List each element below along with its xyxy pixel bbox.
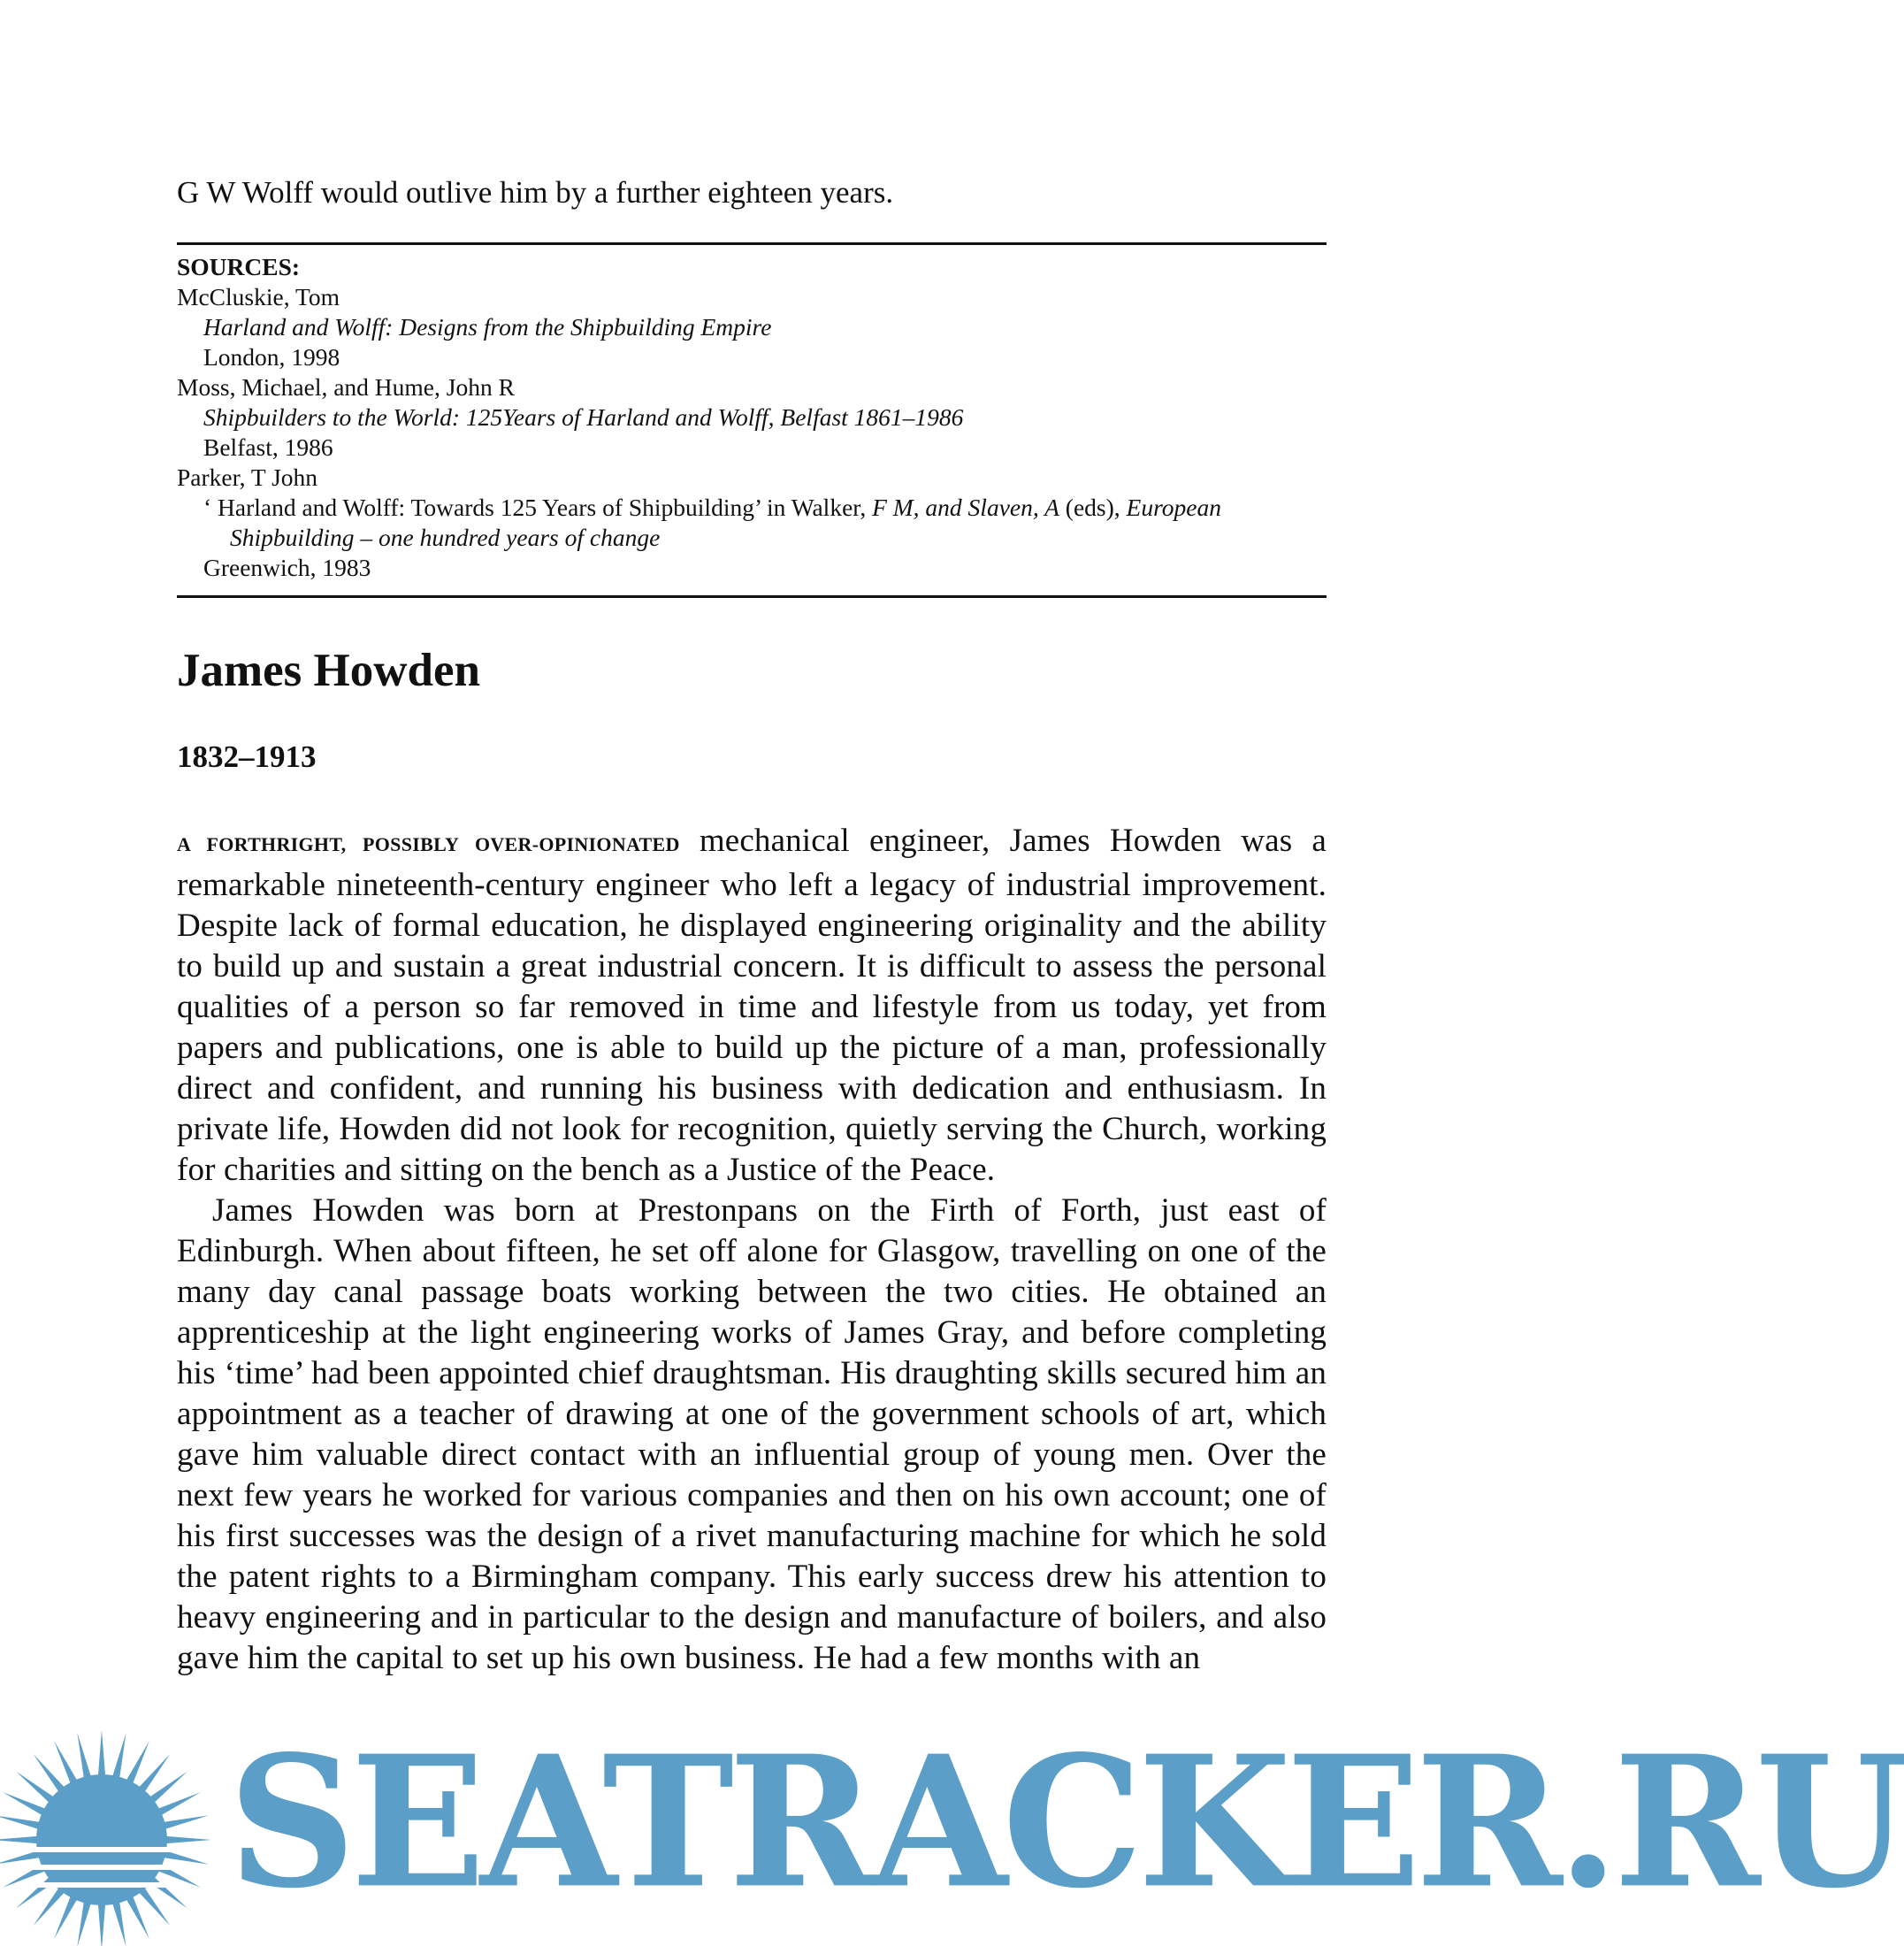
sun-ray: [0, 1850, 42, 1864]
sources-block: [177, 245, 1327, 595]
sun-ray: [0, 1815, 42, 1829]
sun-ray: [148, 1875, 187, 1908]
sun-ray: [125, 1894, 149, 1939]
source-author: Parker, T John: [177, 464, 318, 491]
source-reference: [177, 493, 1327, 553]
sun-ray: [98, 1902, 106, 1946]
source-title: Harland and Wolff: Designs from the Shipbuilding Empire: [203, 313, 772, 341]
sun-ray: [77, 1899, 91, 1946]
source-place: London, 1998: [203, 343, 340, 371]
paragraph-text: mechanical engineer, James Howden was a remarkable nineteenth-century engineer who left a legacy of industrial improvement. Despite lack of formal education, he displayed engineering originality and the ability to build up and sustain a great industrial concern. It is difficult to assess the personal qualities of a person so far removed in time and lifestyle from us today, yet from papers and publications, one is able to build up the picture of a man, professionally direct and confident, and running his business with dedication and enthusiasm. In private life, Howden did not look for recognition, quietly serving the Church, working for charities and sitting on the bench as a Justice of the Peace.: [177, 823, 1327, 1188]
body-paragraph: James Howden was born at Prestonpans on the Firth of Forth, just east of Edinburgh. When about fifteen, he set off alone for Glasgow, travelling on one of the many day canal passage boats working between the two cities. He obtained an apprenticeship at the light engineering works of James Gray, and before completing his ‘time’ had been appointed chief draughtsman. His draughting skills secured him an appointment as a teacher of drawing at one of the government schools of art, which gave him valuable direct contact with an influential group of young men. Over the next few years he worked for various companies and then on his own account; one of his first successes was the design of a rivet manufacturing machine for which he sold the patent rights to a Birmingham company. This early success drew his attention to heavy engineering and in particular to the design and manufacture of boilers, and also gave him the capital to set up his own business. He had a few months with an: [177, 1192, 1327, 1676]
sun-ray: [54, 1741, 78, 1786]
sun-ray: [34, 1754, 66, 1794]
article-title: James Howden: [177, 645, 481, 696]
body-paragraph: [177, 821, 1327, 1191]
watermark-text: SEATRACKER.RU: [228, 1716, 1904, 1929]
sun-ray: [0, 1836, 40, 1844]
sun-ray: [111, 1899, 126, 1946]
source-title: Shipbuilders to the World: 125Years of Harland and Wolff, Belfast 1861–1986: [203, 403, 964, 431]
sun-ray: [111, 1733, 126, 1781]
sun-ray: [16, 1772, 56, 1804]
sun-ray: [98, 1730, 106, 1778]
sun-ray: [3, 1792, 48, 1816]
sunburst-logo-icon: [0, 1714, 221, 1946]
sun-ray: [3, 1863, 48, 1887]
sun-ray: [137, 1754, 170, 1794]
source-ref-editors: F M, and Slaven, A: [872, 494, 1059, 521]
sun-ray: [164, 1836, 211, 1844]
sun-ray: [77, 1733, 91, 1781]
source-place: Greenwich, 1983: [203, 554, 371, 581]
sun-ray: [161, 1850, 209, 1864]
sun-ray: [16, 1875, 56, 1908]
page-content: [177, 173, 1327, 1679]
lead-in-smallcaps: A FORTHRIGHT, POSSIBLY OVER-OPINIONATED: [177, 833, 680, 855]
source-ref-eds: (eds),: [1059, 494, 1127, 521]
sun-ray: [148, 1772, 187, 1804]
source-author: McCluskie, Tom: [177, 283, 340, 310]
bottom-divider: [177, 595, 1327, 598]
sources-heading: SOURCES:: [177, 253, 301, 280]
sun-ray: [161, 1815, 209, 1829]
sun-ray: [54, 1894, 78, 1939]
lead-line: G W Wolff would outlive him by a further eighteen years.: [177, 175, 894, 210]
sun-ray: [156, 1792, 201, 1816]
article-dates: 1832–1913: [177, 739, 317, 774]
source-place: Belfast, 1986: [203, 433, 333, 461]
sun-ray: [156, 1863, 201, 1887]
source-author: Moss, Michael, and Hume, John R: [177, 373, 515, 401]
article-body: [177, 821, 1327, 1679]
source-ref-book: European Shipbuilding – one hundred years of change: [230, 494, 1221, 551]
sun-ray: [137, 1886, 170, 1926]
source-ref-part: ‘ Harland and Wolff: Towards 125 Years of Shipbuilding’ in Walker,: [203, 494, 873, 521]
sun-ray: [34, 1886, 66, 1926]
watermark: [0, 1714, 1904, 1946]
sun-ray: [125, 1741, 149, 1786]
